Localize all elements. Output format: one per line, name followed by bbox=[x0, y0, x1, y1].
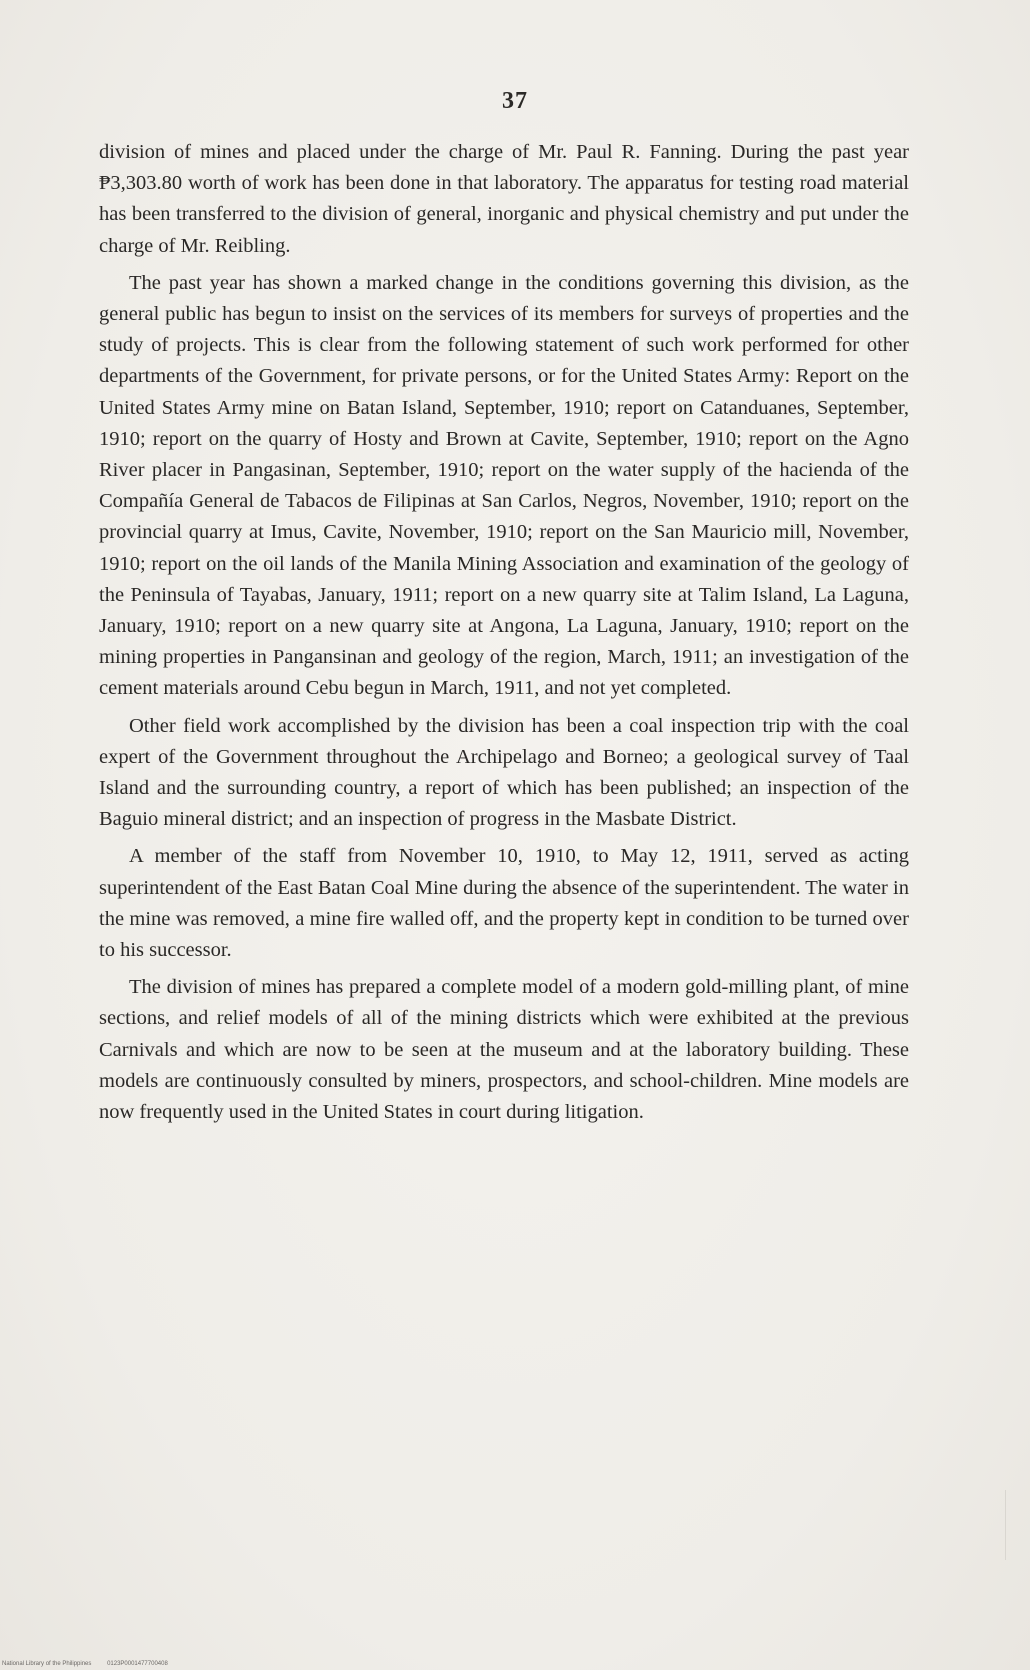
scan-footer bbox=[2, 1661, 168, 1667]
scan-edge-mark bbox=[1005, 1490, 1006, 1560]
body-text bbox=[99, 137, 909, 1134]
paragraph-continued: division of mines and placed under the charge of Mr. Paul R. Fanning. During the past year ₱3,303.80 worth of work has been done in that laboratory. The apparatus for testing road material has been transferred to the division of general, inorganic and physical chemistry and put under the charge of Mr. Reibling. bbox=[99, 141, 909, 257]
paragraph-models: The division of mines has prepared a complete model of a modern gold-milling plant, of mine sections, and relief models of all of the mining districts which were exhibited at the previous Carnivals and which are now to be seen at the museum and at the laboratory building. These models are continuously consulted by miners, prospectors, and school-children. Mine models are now frequently used in the United States in court during litigation. bbox=[99, 976, 909, 1124]
paragraph-other-field-work: Other field work accomplished by the division has been a coal inspection trip with the coal expert of the Government throughout the Archipelago and Borneo; a geological survey of Taal Island and the surrounding country, a report of which has been published; an inspection of the Baguio mineral district; and an inspection of progress in the Masbate District. bbox=[99, 714, 909, 831]
footer-code: 0123P0001477700408 bbox=[107, 1661, 168, 1667]
footer-library: National Library of the Philippines bbox=[2, 1661, 92, 1667]
paragraph-staff-member: A member of the staff from November 10, 1910, to May 12, 1911, served as acting superintendent of the East Batan Coal Mine during the absence of the superintendent. The water in the mine was removed, a mine fire walled off, and the property kept in condition to be turned over to his successor. bbox=[99, 845, 909, 962]
paragraph-field-reports: The past year has shown a marked change in the conditions governing this division, as the general public has begun to insist on the services of its members for surveys of properties and the study of projects. This is clear from the following statement of such work performed for other departments of the Government, for private persons, or for the United States Army: Report on the United States Army mine on Batan Island, September, 1910; report on Catanduanes, September, 1910; report on the quarry of Hosty and Brown at Cavite, September, 1910; report on the Agno River placer in Pangasinan, September, 1910; report on the water supply of the hacienda of the Compañía General de Tabacos de Filipinas at San Carlos, Negros, November, 1910; report on the provincial quarry at Imus, Cavite, November, 1910; report on the San Mauricio mill, November, 1910; report on the oil lands of the Manila Mining Association and examination of the geology of the Peninsula of Tayabas, January, 1911; report on a new quarry site at Talim Island, La Laguna, January, 1910; report on a new quarry site at Angona, La Laguna, January, 1910; report on the mining properties in Pangansinan and geology of the region, March, 1911; an investigation of the cement materials around Cebu begun in March, 1911, and not yet completed. bbox=[99, 271, 909, 700]
page-number: 37 bbox=[502, 88, 528, 114]
